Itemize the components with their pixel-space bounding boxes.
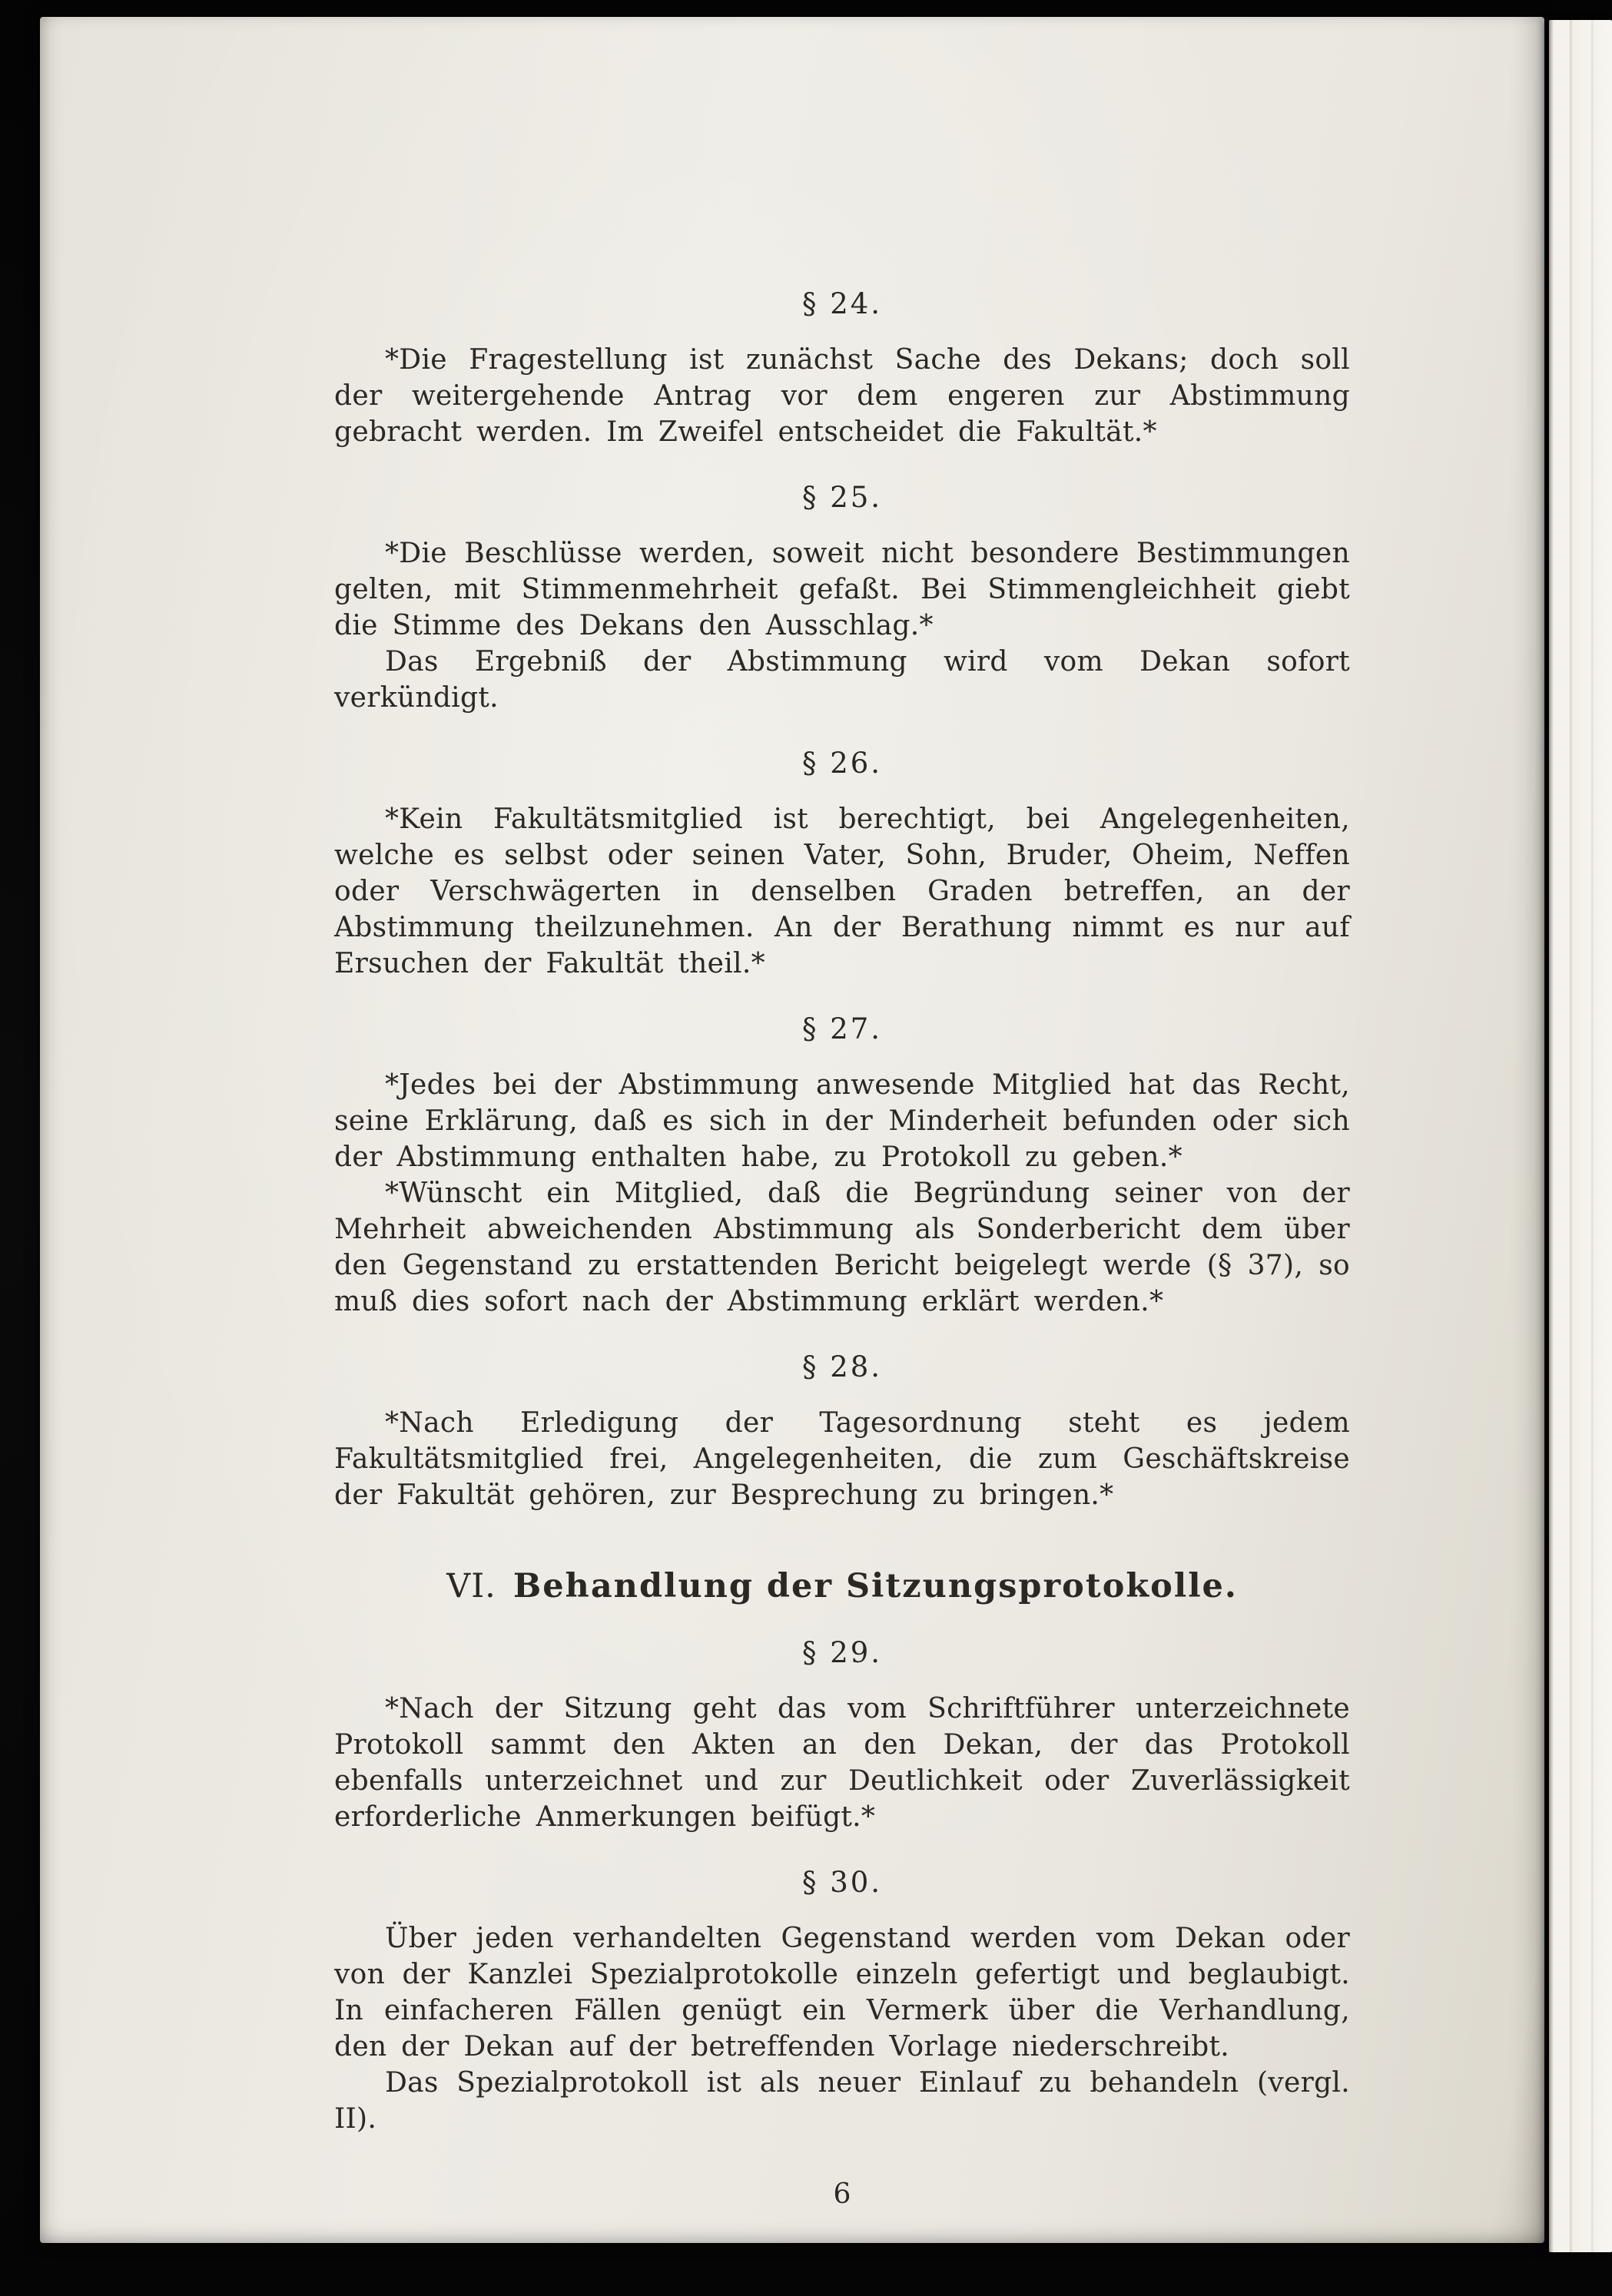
section-heading-24: § 24.: [801, 287, 883, 320]
section-heading-30: § 30.: [801, 1866, 883, 1899]
paragraph: *Jedes bei der Abstimmung anwesende Mitglied hat das Recht, seine Erklärung, daß es sich in der Minderheit befunden oder sich der Abstimmung enthalten habe, zu Protokoll zu geben.*: [334, 1069, 1350, 1173]
chapter-title: Behandlung der Sitzungsprotokolle.: [512, 1567, 1238, 1605]
section-heading-26: § 26.: [801, 747, 883, 780]
section-heading-28: § 28.: [801, 1350, 883, 1383]
section-heading-27: § 27.: [801, 1012, 883, 1045]
paragraph: Über jeden verhandelten Gegenstand werden vom Dekan oder von der Kanzlei Spezialprotokolle einzeln gefertigt und beglaubigt. In einfacheren Fällen genügt ein Vermerk über die Verhandlung, den der Dekan auf der betreffenden Vorlage niederschreibt.: [334, 1923, 1350, 2062]
paragraph: *Die Fragestellung ist zunächst Sache des Dekans; doch soll der weitergehende Antrag vor dem engeren zur Abstimmung gebracht werden. Im Zweifel entscheidet die Fakultät.*: [334, 344, 1350, 448]
paragraph: Das Spezialprotokoll ist als neuer Einlauf zu behandeln (vergl. II).: [334, 2067, 1350, 2135]
chapter-numeral: VI.: [446, 1567, 496, 1605]
chapter-heading: [334, 1567, 1350, 1605]
paragraph: *Nach Erledigung der Tagesordnung steht es jedem Fakultätsmitglied frei, Angelegenheiten, die zum Geschäftskreise der Fakultät gehören, zur Besprechung zu bringen.*: [334, 1407, 1350, 1511]
paragraph: *Die Beschlüsse werden, soweit nicht besondere Bestimmungen gelten, mit Stimmenmehrheit gefaßt. Bei Stimmengleichheit giebt die Stimme des Dekans den Ausschlag.*: [334, 538, 1350, 641]
page-content: [334, 287, 1350, 2210]
paragraph: *Wünscht ein Mitglied, daß die Begründung seiner von der Mehrheit abweichenden Abstimmung als Sonderbericht dem über den Gegenstand zu erstattenden Bericht beigelegt werde (§ 37), so muß dies sofort nach der Abstimmung erklärt werden.*: [334, 1178, 1350, 1317]
section-heading-29: § 29.: [801, 1636, 883, 1669]
paragraph: Das Ergebniß der Abstimmung wird vom Dekan sofort verkündigt.: [334, 646, 1350, 714]
paragraph: *Nach der Sitzung geht das vom Schriftführer unterzeichnete Protokoll sammt den Akten an den Dekan, der das Protokoll ebenfalls unterzeichnet und zur Deutlichkeit oder Zuverlässigkeit erforderliche Anmerkungen beifügt.*: [334, 1693, 1350, 1833]
document-page: [40, 17, 1544, 2243]
next-page-edge: [1549, 20, 1612, 2252]
paragraph: *Kein Fakultätsmitglied ist berechtigt, bei Angelegenheiten, welche es selbst oder seinen Vater, Sohn, Bruder, Oheim, Neffen oder Verschwägerten in denselben Graden betreffen, an der Abstimmung theilzunehmen. An der Berathung nimmt es nur auf Ersuchen der Fakultät theil.*: [334, 803, 1350, 979]
section-heading-25: § 25.: [801, 481, 883, 514]
page-number: 6: [833, 2178, 851, 2210]
